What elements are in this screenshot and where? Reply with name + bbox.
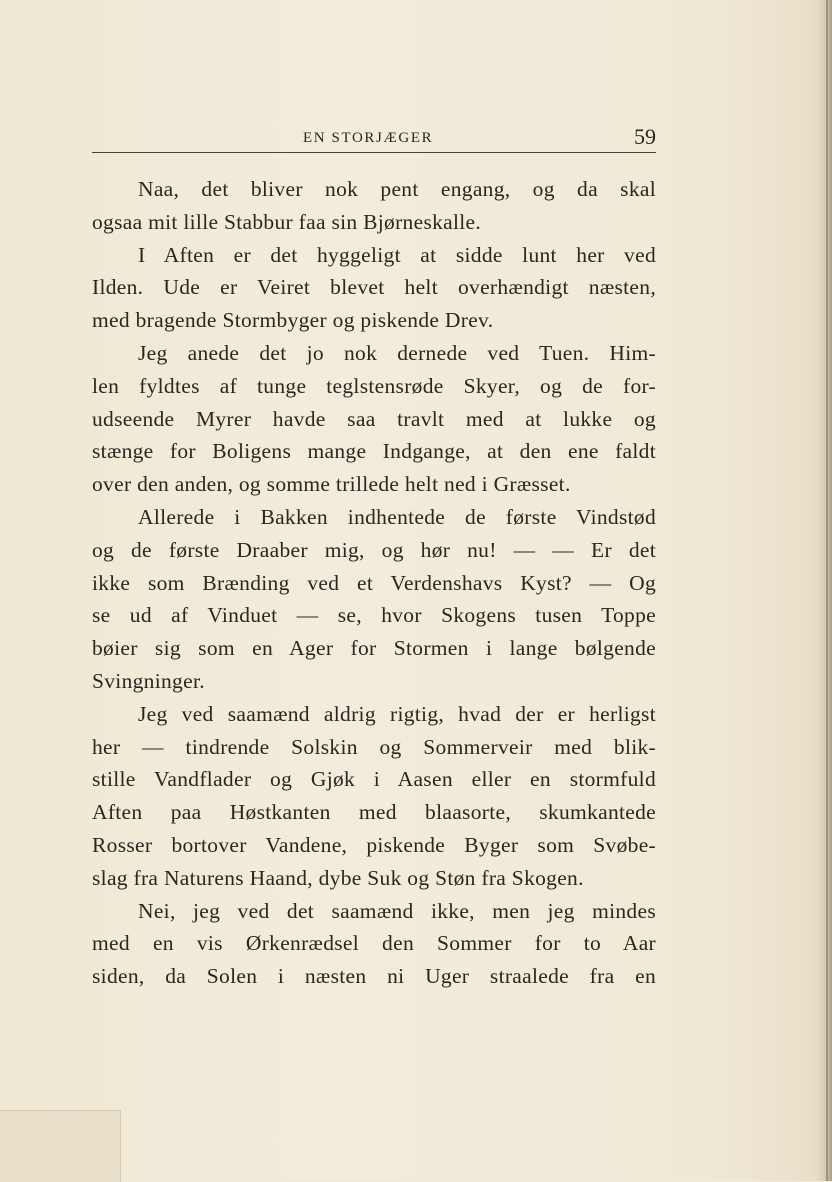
running-title: EN STORJÆGER <box>303 130 434 146</box>
page-number: 59 <box>634 124 656 149</box>
text-line: med en vis Ørkenrædsel den Sommer for to Aar <box>92 931 656 956</box>
running-header <box>92 124 656 150</box>
text-line: her — tindrende Solskin og Sommerveir med blik- <box>92 734 656 759</box>
text-line: med bragende Stormbyger og piskende Drev. <box>92 308 494 333</box>
text-line: Jeg anede det jo nok dernede ved Tuen. Him- <box>138 340 656 365</box>
paper-stain <box>0 1110 121 1182</box>
text-line: Naa, det bliver nok pent engang, og da skal <box>138 177 656 201</box>
text-line: siden, da Solen i næsten ni Uger straalede fra en <box>92 964 656 989</box>
text-line: Rosser bortover Vandene, piskende Byger som Svøbe- <box>92 832 656 857</box>
text-line: Jeg ved saamænd aldrig rigtig, hvad der er herligst <box>138 701 656 726</box>
text-line: bøier sig som en Ager for Stormen i lange bølgende <box>92 636 656 661</box>
text-line: Ilden. Ude er Veiret blevet helt overhændigt næsten, <box>92 275 656 300</box>
page-edge-line <box>826 0 828 1181</box>
text-line: Svingninger. <box>92 668 205 693</box>
body-text <box>92 173 656 993</box>
text-line: Allerede i Bakken indhentede de første Vindstød <box>138 504 656 529</box>
text-line: I Aften er det hyggeligt at sidde lunt her ved <box>138 242 656 267</box>
text-line: slag fra Naturens Haand, dybe Suk og Støn fra Skogen. <box>92 865 584 890</box>
text-line: se ud af Vinduet — se, hvor Skogens tusen Toppe <box>92 603 656 628</box>
text-line: og de første Draaber mig, og hør nu! — — Er det <box>92 537 656 562</box>
header-rule <box>92 152 656 153</box>
text-line: over den anden, og somme trillede helt ned i Græsset. <box>92 472 571 497</box>
text-line: len fyldtes af tunge teglstensrøde Skyer, og de for- <box>92 373 656 398</box>
page-edge-shadow <box>818 0 832 1181</box>
text-line: stænge for Boligens mange Indgange, at den ene faldt <box>92 439 656 464</box>
text-line: ikke som Brænding ved et Verdenshavs Kyst? — Og <box>92 570 656 595</box>
text-line: ogsaa mit lille Stabbur faa sin Bjørneskalle. <box>92 209 482 234</box>
text-line: Aften paa Høstkanten med blaasorte, skumkantede <box>92 800 656 825</box>
text-line: udseende Myrer havde saa travlt med at lukke og <box>92 406 656 431</box>
text-line: stille Vandflader og Gjøk i Aasen eller en stormfuld <box>92 767 656 792</box>
text-line: Nei, jeg ved det saamænd ikke, men jeg mindes <box>138 898 656 923</box>
